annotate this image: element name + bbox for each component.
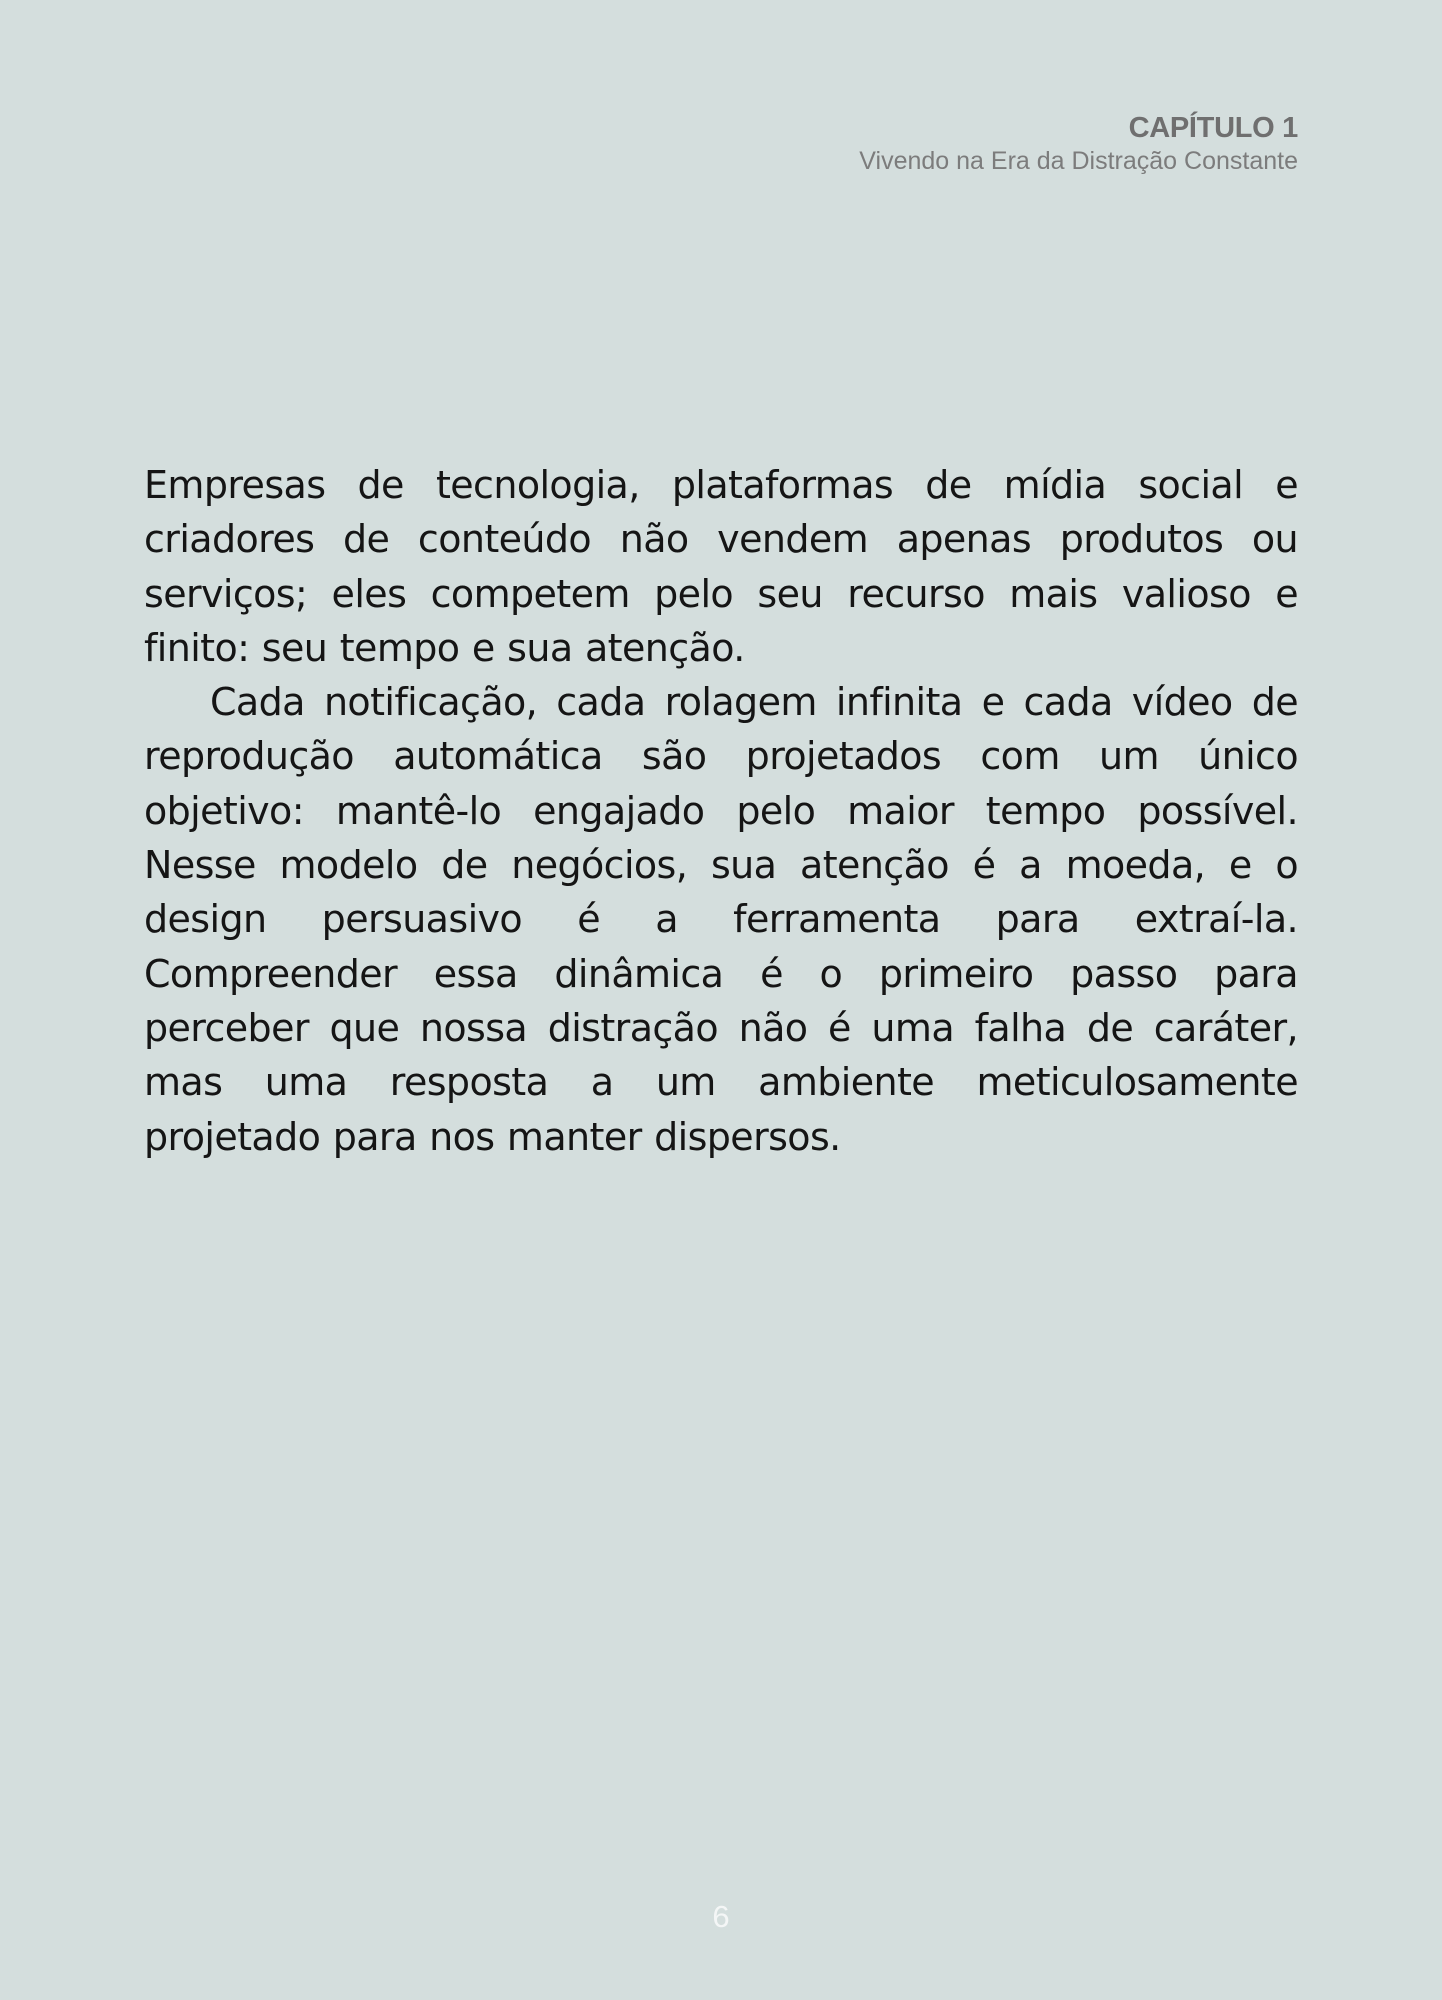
page-number: 6 — [712, 1899, 730, 1934]
paragraph: Cada notificação, cada rolagem infinita e cada vídeo de reprodução automática são projetados com um único objetivo: mantê-lo engajado pelo maior tempo possível. Nesse modelo de negócios, sua atenção é a moeda, e o design persuasivo é a ferramenta para extraí-la. Compreender essa dinâmica é o primeiro passo para perceber que nossa distração não é uma falha de caráter, mas uma resposta a um ambiente meticulosamente projetado para nos manter dispersos. — [144, 680, 1298, 1159]
body-text — [144, 458, 1298, 1164]
chapter-subtitle: Vivendo na Era da Distração Constante — [859, 147, 1298, 175]
paragraph: Empresas de tecnologia, plataformas de mídia social e criadores de conteúdo não vendem apenas produtos ou serviços; eles competem pelo seu recurso mais valioso e finito: seu tempo e sua atenção. — [144, 463, 1298, 670]
chapter-label: CAPÍTULO 1 — [1128, 112, 1298, 144]
chapter-header — [859, 110, 1298, 176]
